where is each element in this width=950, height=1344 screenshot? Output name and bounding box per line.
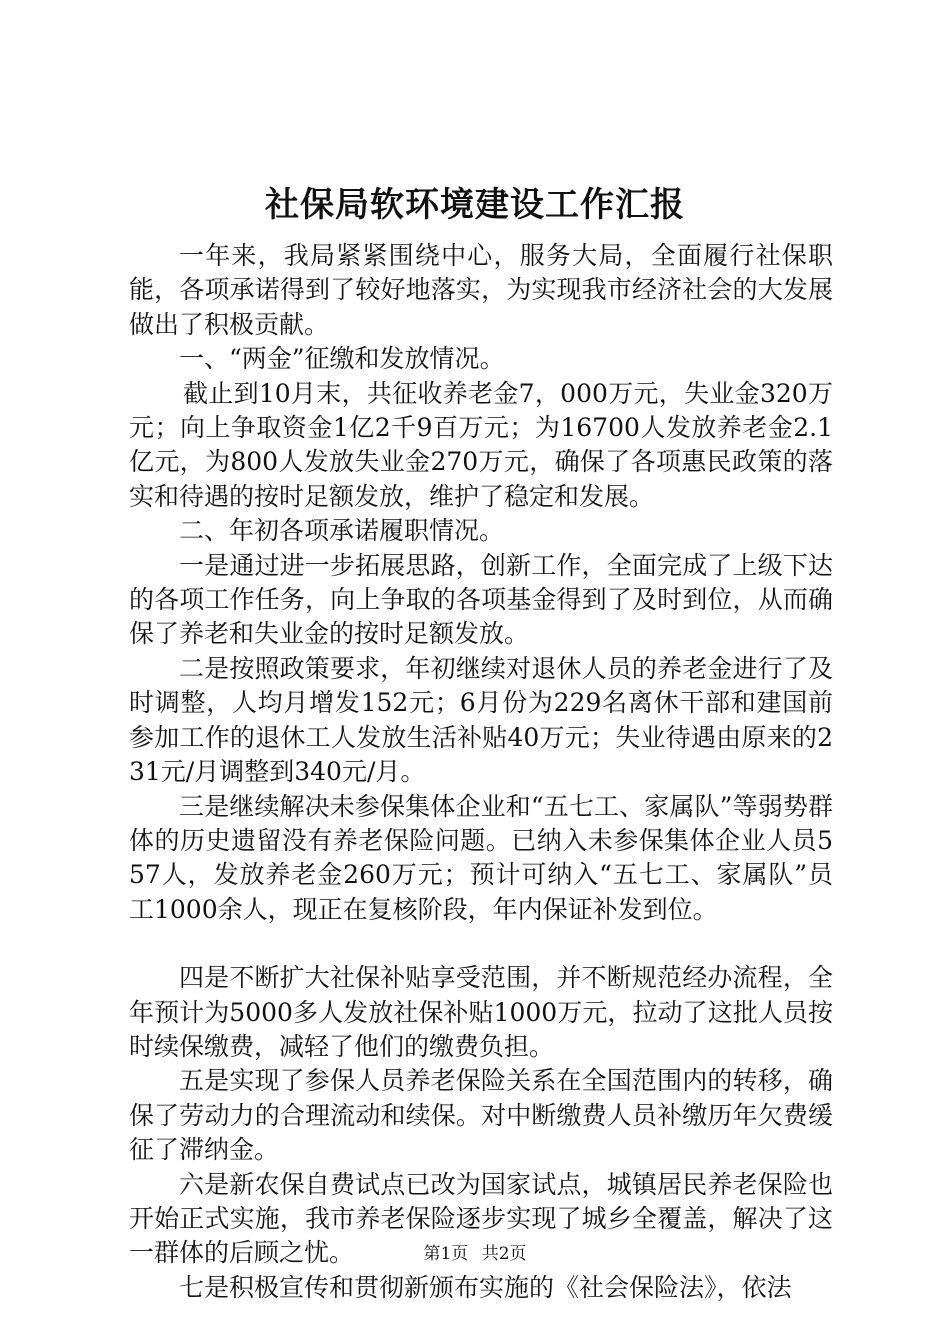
paragraph-collection-stats: 截止到10月末，共征收养老金7，000万元，失业金320万元；向上争取资金1亿2千9百万元；为16700人发放养老金2.1亿元，为800人发放失业金270万元，确保了各项惠民政策的落实和待遇的按时足额发放，维护了稳定和发展。 xyxy=(129,378,833,511)
page-footer xyxy=(0,1243,950,1265)
paragraph-item-1: 一是通过进一步拓展思路，创新工作，全面完成了上级下达的各项工作任务，向上争取的各项基金得到了及时到位，从而确保了养老和失业金的按时足额发放。 xyxy=(129,550,833,649)
document-body xyxy=(129,239,833,1305)
paragraph-item-6: 六是新农保自费试点已改为国家试点，城镇居民养老保险也开始正式实施，我市养老保险逐步实现了城乡全覆盖，解决了这一群体的后顾之忧。 xyxy=(129,1169,833,1268)
paragraph-item-7: 七是积极宣传和贯彻新颁布实施的《社会保险法》，依法 xyxy=(179,1272,792,1302)
page-number: 第1页 xyxy=(423,1244,469,1264)
paragraph-item-2: 二是按照政策要求，年初继续对退休人员的养老金进行了及时调整，人均月增发152元；6月份为229名离休干部和建国前参加工作的退休工人发放生活补贴40万元；失业待遇由原来的231元/月调整到340元/月。 xyxy=(129,653,833,787)
page-total: 共2页 xyxy=(481,1244,527,1264)
document-title: 社保局软环境建设工作汇报 xyxy=(265,185,685,225)
paragraph-item-5: 五是实现了参保人员养老保险关系在全国范围内的转移，确保了劳动力的合理流动和续保。对中断缴费人员补缴历年欠费缓征了滞纳金。 xyxy=(129,1066,833,1165)
paragraph-item-3: 三是继续解决未参保集体企业和“五七工、家属队”等弱势群体的历史遗留没有养老保险问题。已纳入未参保集体企业人员557人，发放养老金260万元；预计可纳入“五七工、家属队”员工1000余人，现正在复核阶段，年内保证补发到位。 xyxy=(129,791,833,924)
paragraph-gap xyxy=(129,927,833,961)
section-heading-2: 二、年初各项承诺履职情况。 xyxy=(179,516,505,546)
paragraph-item-4: 四是不断扩大社保补贴享受范围，并不断规范经办流程，全年预计为5000多人发放社保补贴1000万元，拉动了这批人员按时续保缴费，减轻了他们的缴费负担。 xyxy=(129,963,833,1061)
paragraph-intro: 一年来，我局紧紧围绕中心，服务大局，全面履行社保职能，各项承诺得到了较好地落实，为实现我市经济社会的大发展做出了积极贡献。 xyxy=(129,241,833,339)
section-heading-1: 一、“两金”征缴和发放情况。 xyxy=(179,344,505,374)
